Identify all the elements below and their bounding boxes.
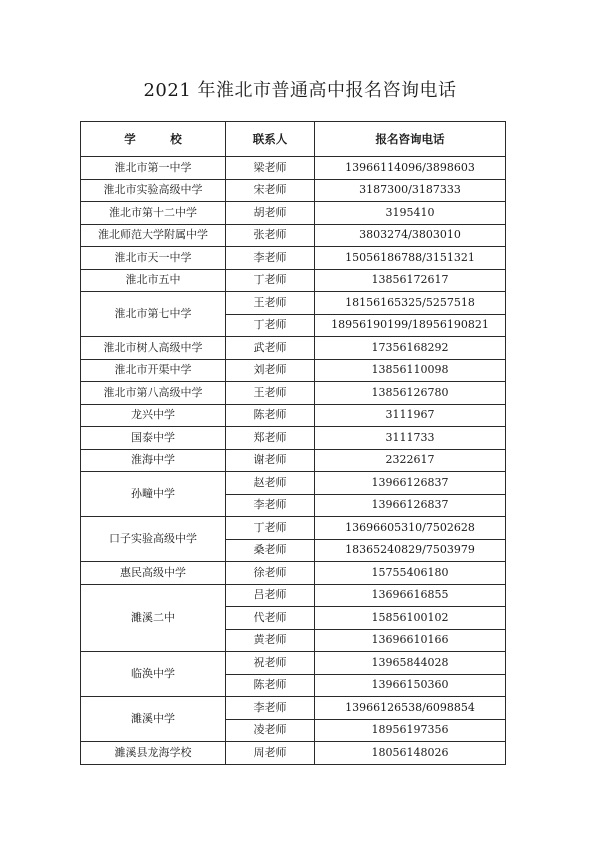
table-row [81, 247, 506, 270]
table-row [81, 584, 506, 607]
table-row [81, 382, 506, 405]
phone-cell: 13966126837 [315, 494, 506, 517]
phone-cell: 13696610166 [315, 629, 506, 652]
phone-cell: 3187300/3187333 [315, 179, 506, 202]
table-row [81, 179, 506, 202]
table-row [81, 202, 506, 225]
phone-cell: 18956197356 [315, 719, 506, 742]
contact-cell: 桑老师 [226, 539, 315, 562]
phone-cell: 18056148026 [315, 742, 506, 765]
phone-cell: 13856110098 [315, 359, 506, 382]
contact-cell: 宋老师 [226, 179, 315, 202]
phone-cell: 3803274/3803010 [315, 224, 506, 247]
school-cell: 口子实验高级中学 [81, 517, 226, 562]
school-cell: 淮北市第八高级中学 [81, 382, 226, 405]
phone-cell: 13856126780 [315, 382, 506, 405]
table-row [81, 337, 506, 360]
contact-cell: 郑老师 [226, 427, 315, 450]
school-cell: 淮北市树人高级中学 [81, 337, 226, 360]
table-row [81, 449, 506, 472]
table-row [81, 652, 506, 675]
phone-cell: 13966126538/6098854 [315, 697, 506, 720]
phone-cell: 18365240829/7503979 [315, 539, 506, 562]
contact-cell: 王老师 [226, 382, 315, 405]
phone-cell: 3111733 [315, 427, 506, 450]
school-cell: 淮北市第十二中学 [81, 202, 226, 225]
school-cell: 惠民高级中学 [81, 562, 226, 585]
phone-cell: 3195410 [315, 202, 506, 225]
contact-cell: 赵老师 [226, 472, 315, 495]
phone-cell: 2322617 [315, 449, 506, 472]
phone-cell: 13965844028 [315, 652, 506, 675]
contact-cell: 黄老师 [226, 629, 315, 652]
school-cell: 龙兴中学 [81, 404, 226, 427]
phone-cell: 18956190199/18956190821 [315, 314, 506, 337]
table-row [81, 697, 506, 720]
contact-cell: 丁老师 [226, 269, 315, 292]
contact-cell: 刘老师 [226, 359, 315, 382]
table-row [81, 224, 506, 247]
school-cell: 淮北市天一中学 [81, 247, 226, 270]
school-cell: 濉溪中学 [81, 697, 226, 742]
school-cell: 淮北市第一中学 [81, 157, 226, 180]
phone-cell: 15056186788/3151321 [315, 247, 506, 270]
contact-cell: 陈老师 [226, 404, 315, 427]
school-cell: 国泰中学 [81, 427, 226, 450]
contact-cell: 周老师 [226, 742, 315, 765]
phone-cell: 13966114096/3898603 [315, 157, 506, 180]
school-cell: 临涣中学 [81, 652, 226, 697]
header-phone: 报名咨询电话 [315, 122, 506, 157]
header-school: 学 校 [81, 122, 226, 157]
phone-cell: 15755406180 [315, 562, 506, 585]
table-row [81, 517, 506, 540]
school-cell: 孙疃中学 [81, 472, 226, 517]
phone-cell: 13966150360 [315, 674, 506, 697]
contact-cell: 张老师 [226, 224, 315, 247]
contact-cell: 凌老师 [226, 719, 315, 742]
table-header-row [81, 122, 506, 157]
phone-cell: 15856100102 [315, 607, 506, 630]
contact-cell: 陈老师 [226, 674, 315, 697]
contact-cell: 胡老师 [226, 202, 315, 225]
school-cell: 淮北市开渠中学 [81, 359, 226, 382]
phone-cell: 18156165325/5257518 [315, 292, 506, 315]
table-row [81, 562, 506, 585]
contact-cell: 吕老师 [226, 584, 315, 607]
header-contact: 联系人 [226, 122, 315, 157]
school-cell: 濉溪县龙海学校 [81, 742, 226, 765]
school-cell: 淮海中学 [81, 449, 226, 472]
school-cell: 淮北市第七中学 [81, 292, 226, 337]
contact-cell: 武老师 [226, 337, 315, 360]
contact-cell: 丁老师 [226, 314, 315, 337]
contact-cell: 徐老师 [226, 562, 315, 585]
contact-cell: 李老师 [226, 494, 315, 517]
contact-cell: 代老师 [226, 607, 315, 630]
contact-cell: 李老师 [226, 247, 315, 270]
contact-cell: 梁老师 [226, 157, 315, 180]
school-cell: 淮北市实验高级中学 [81, 179, 226, 202]
table-row [81, 427, 506, 450]
table-row [81, 292, 506, 315]
school-cell: 濉溪二中 [81, 584, 226, 652]
contact-cell: 丁老师 [226, 517, 315, 540]
table-row [81, 157, 506, 180]
phone-cell: 13696616855 [315, 584, 506, 607]
school-cell: 淮北师范大学附属中学 [81, 224, 226, 247]
school-cell: 淮北市五中 [81, 269, 226, 292]
phone-cell: 3111967 [315, 404, 506, 427]
contact-cell: 王老师 [226, 292, 315, 315]
table-row [81, 404, 506, 427]
table-body [81, 157, 506, 765]
contact-cell: 李老师 [226, 697, 315, 720]
table-row [81, 359, 506, 382]
phone-cell: 13966126837 [315, 472, 506, 495]
page-title: 2021 年淮北市普通高中报名咨询电话 [143, 80, 457, 101]
table-row [81, 742, 506, 765]
phone-cell: 13696605310/7502628 [315, 517, 506, 540]
table-row [81, 269, 506, 292]
phone-cell: 13856172617 [315, 269, 506, 292]
contact-cell: 祝老师 [226, 652, 315, 675]
table-row [81, 472, 506, 495]
phone-cell: 17356168292 [315, 337, 506, 360]
enrollment-phone-table [80, 121, 506, 765]
contact-cell: 谢老师 [226, 449, 315, 472]
